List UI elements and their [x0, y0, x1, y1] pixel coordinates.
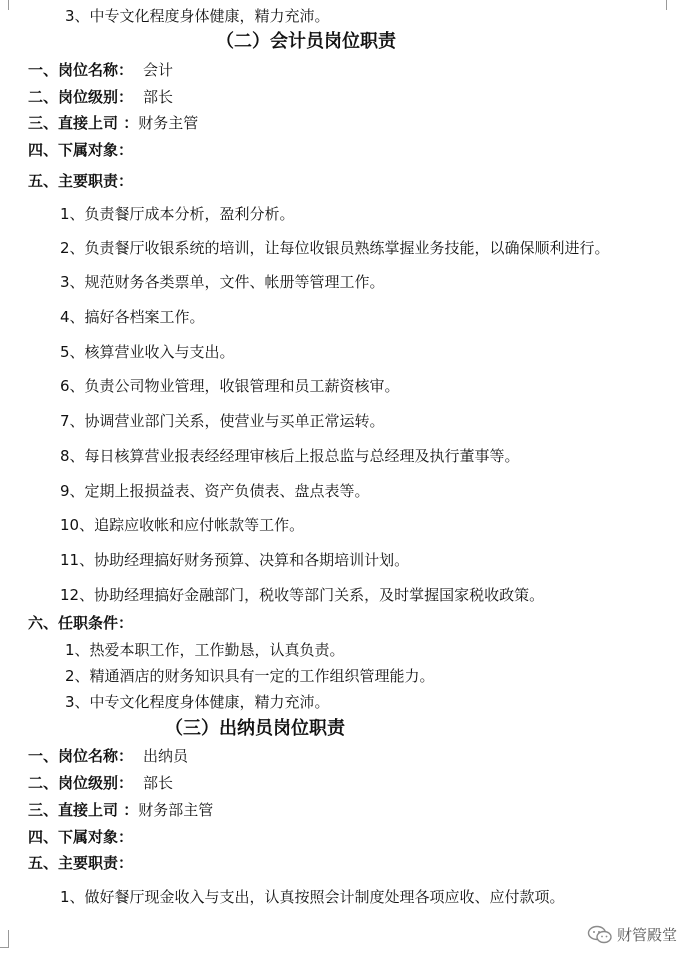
field-row	[28, 60, 173, 80]
field-row	[28, 800, 213, 820]
field-value: 部长	[143, 774, 174, 792]
watermark-text: 财管殿堂	[616, 926, 677, 944]
requirement-line: 1、热爱本职工作，工作勤恳，认真负责。	[65, 641, 345, 659]
field-label: 五、主要职责：	[28, 172, 134, 190]
field-row	[28, 746, 188, 766]
watermark	[587, 924, 677, 945]
duty-item: 6、负责公司物业管理，收银管理和员工薪资核审。	[60, 377, 400, 395]
requirement-line: 2、精通酒店的财务知识具有一定的工作组织管理能力。	[65, 667, 435, 685]
duty-item: 11、协助经理搞好财务预算、决算和各期培训计划。	[60, 551, 410, 569]
duty-item: 8、每日核算营业报表经经理审核后上报总监与总经理及执行董事等。	[60, 447, 520, 465]
field-value: 财务主管	[138, 114, 199, 132]
field-label: 一、岗位名称：	[28, 61, 134, 79]
section-title: （三）出纳员岗位职责	[165, 718, 345, 739]
field-label: 三、直接上司 ：	[28, 114, 139, 132]
field-label: 三、直接上司 ：	[28, 801, 139, 819]
section-title: （二）会计员岗位职责	[216, 31, 396, 52]
field-label: 一、岗位名称：	[28, 747, 134, 765]
field-value: 会计	[143, 61, 174, 79]
duty-item: 3、规范财务各类票单，文件、帐册等管理工作。	[60, 273, 385, 291]
duty-item: 5、核算营业收入与支出。	[60, 343, 235, 361]
wechat-icon	[587, 925, 613, 945]
duty-item: 4、搞好各档案工作。	[60, 308, 205, 326]
field-label: 二、岗位级别：	[28, 774, 134, 792]
duty-item: 9、定期上报损益表、资产负债表、盘点表等。	[60, 482, 370, 500]
field-label: 四、下属对象：	[28, 141, 134, 159]
field-label: 二、岗位级别：	[28, 88, 134, 106]
requirement-line: 3、中专文化程度身体健康，精力充沛。	[65, 693, 330, 711]
field-row	[28, 773, 173, 793]
field-label: 五、主要职责：	[28, 854, 134, 872]
page-corner-mark-left-bottom-h	[0, 947, 9, 948]
field-row	[28, 87, 173, 107]
field-value: 部长	[143, 88, 174, 106]
field-value: 出纳员	[143, 747, 189, 765]
duty-item: 10、追踪应收帐和应付帐款等工作。	[60, 516, 305, 534]
field-label: 六、任职条件：	[28, 614, 134, 632]
field-label: 四、下属对象：	[28, 828, 134, 846]
duty-item: 12、协助经理搞好金融部门，税收等部门关系，及时掌握国家税收政策。	[60, 586, 545, 604]
field-value: 财务部主管	[138, 801, 214, 819]
requirement-line: 3、中专文化程度身体健康，精力充沛。	[65, 7, 330, 25]
page-corner-mark-left-bottom	[8, 930, 9, 948]
field-row	[28, 113, 198, 133]
page-corner-mark-left-top	[8, 0, 9, 10]
duty-item: 1、负责餐厅成本分析，盈利分析。	[60, 205, 295, 223]
duty-item: 2、负责餐厅收银系统的培训，让每位收银员熟练掌握业务技能，以确保顺利进行。	[60, 239, 610, 257]
page-corner-mark-right-top	[666, 0, 667, 10]
duty-item: 1、做好餐厅现金收入与支出，认真按照会计制度处理各项应收、应付款项。	[60, 888, 565, 906]
duty-item: 7、协调营业部门关系，使营业与买单正常运转。	[60, 412, 385, 430]
